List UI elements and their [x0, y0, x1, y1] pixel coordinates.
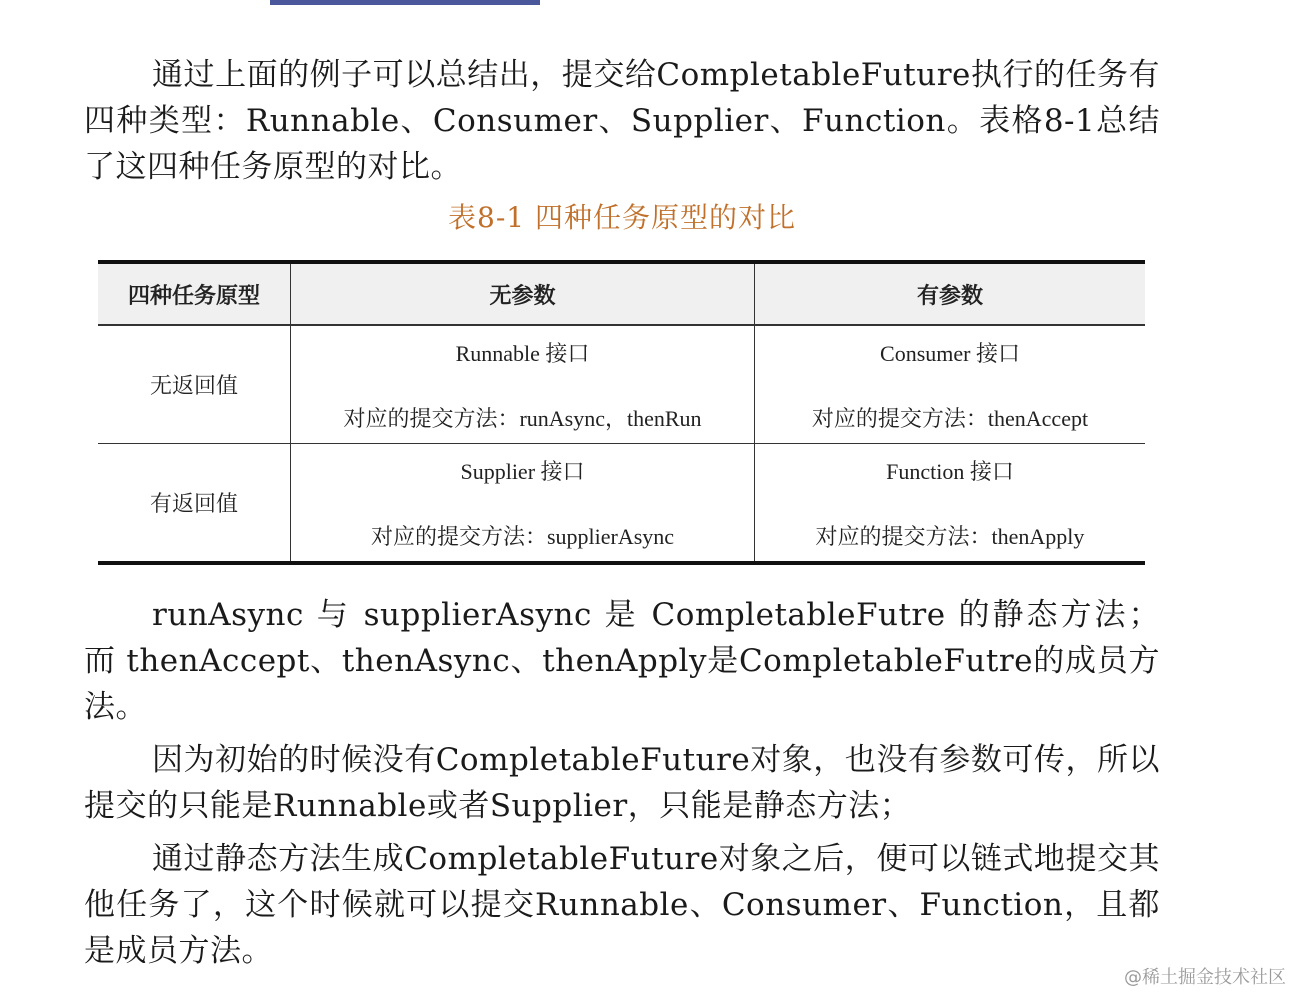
paragraph-chaining-text: 通过静态方法生成CompletableFuture对象之后，便可以链式地提交其他任务了，这个时候就可以提交Runnable、Consumer、Function，且都是成员方法。: [84, 841, 1160, 969]
header-cell-task-type: 四种任务原型: [98, 262, 291, 325]
paragraph-intro: [84, 52, 1160, 190]
cell-runnable: [291, 325, 755, 444]
header-cell-no-param: 无参数: [291, 262, 755, 325]
paragraph-initial-state-text: 因为初始的时候没有CompletableFuture对象，也没有参数可传，所以提交的只能是Runnable或者Supplier，只能是静态方法；: [84, 742, 1160, 824]
submit-method: 对应的提交方法：thenApply: [815, 523, 1085, 549]
interface-name: Consumer 接口: [880, 340, 1020, 366]
row-label-no-return: [98, 325, 291, 444]
table-row: [98, 325, 1145, 444]
submit-method: 对应的提交方法：supplierAsync: [370, 523, 675, 549]
comparison-table: [98, 260, 1145, 565]
interface-name: Runnable 接口: [455, 340, 590, 366]
paragraph-initial-state: [84, 737, 1160, 829]
paragraph-static-methods-text: runAsync 与 supplierAsync 是 CompletableFutre 的静态方法；而 thenAccept、thenAsync、thenApply是CompletableFutre的成员方法。: [84, 597, 1160, 725]
interface-name: Supplier 接口: [460, 458, 585, 484]
submit-method: 对应的提交方法：runAsync，thenRun: [343, 405, 702, 431]
cell-supplier: [291, 444, 755, 564]
top-cropped-heading-fragment: [270, 0, 540, 5]
table-header-row: [98, 262, 1145, 325]
header-cell-with-param: 有参数: [755, 262, 1146, 325]
cell-function: [755, 444, 1146, 564]
row-label-with-return: [98, 444, 291, 564]
row-label-text: 无返回值: [149, 373, 238, 398]
cell-consumer: [755, 325, 1146, 444]
paragraph-chaining: [84, 836, 1160, 974]
watermark: @稀土掘金技术社区: [1124, 967, 1286, 988]
table-row: [98, 444, 1145, 564]
submit-method: 对应的提交方法：thenAccept: [811, 405, 1089, 431]
row-label-text: 有返回值: [149, 491, 238, 516]
paragraph-intro-text: 通过上面的例子可以总结出，提交给CompletableFuture执行的任务有四种类型：Runnable、Consumer、Supplier、Function。表格8-1总结了这四种任务原型的对比。: [84, 57, 1160, 185]
paragraph-static-methods: [84, 592, 1160, 730]
interface-name: Function 接口: [886, 458, 1014, 484]
table-caption: 表8-1 四种任务原型的对比: [448, 201, 796, 234]
